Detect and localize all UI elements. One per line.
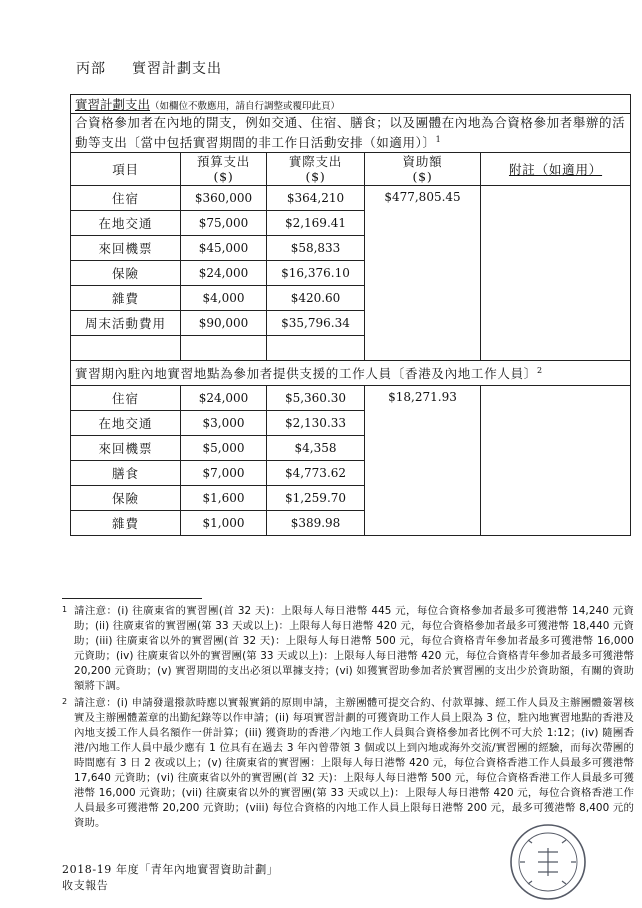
- header-actual: 實際支出 ($): [267, 153, 365, 186]
- item-cell: 保險: [71, 261, 181, 286]
- item-cell: 在地交通: [71, 411, 181, 436]
- table-row: [71, 386, 631, 411]
- item-cell: 保險: [71, 486, 181, 511]
- footer-line-2: 收支報告: [62, 879, 109, 892]
- header-item: 項目: [71, 153, 181, 186]
- document-footer: [62, 862, 278, 894]
- item-cell: 雜費: [71, 286, 181, 311]
- table-title-row: [71, 95, 631, 114]
- section-title: 實習計劃支出: [132, 61, 222, 77]
- actual-cell: $364,210: [267, 186, 365, 211]
- budget-cell: $4,000: [181, 286, 267, 311]
- section2-title-row: [71, 361, 631, 386]
- item-cell: 雜費: [71, 511, 181, 536]
- budget-cell: $360,000: [181, 186, 267, 211]
- section-heading: [76, 58, 222, 78]
- footnote-1: [62, 604, 634, 694]
- item-cell: 來回機票: [71, 436, 181, 461]
- footer-line-1: 2018-19 年度「青年內地實習資助計劃」: [62, 863, 279, 876]
- table-title-note: （如欄位不敷應用，請自行調整或覆印此頁）: [150, 101, 341, 112]
- company-seal-stamp: [508, 822, 588, 902]
- actual-cell: $35,796.34: [267, 311, 365, 336]
- budget-cell: $24,000: [181, 386, 267, 411]
- remark-cell-section2: [481, 386, 631, 536]
- footnote-ref-1: 1: [435, 135, 442, 145]
- header-budget: 預算支出 ($): [181, 153, 267, 186]
- budget-cell: $3,000: [181, 411, 267, 436]
- footnote-mark: 1: [62, 605, 68, 614]
- header-grant: 資助額 ($): [365, 153, 481, 186]
- item-cell: 周末活動費用: [71, 311, 181, 336]
- actual-cell: $16,376.10: [267, 261, 365, 286]
- footnote-2: [62, 696, 634, 831]
- description-text: 合資格參加者在內地的開支，例如交通、住宿、膳食；以及團體在內地為合資格參加者舉辦的活動等支出〔當中包括實習期間的非工作日活動安排（如適用）〕: [75, 115, 626, 151]
- footnote-text: 請注意：(i) 申請發還撥款時應以實報實銷的原則申請，主辦團體可提交合約、付款單據、經工作人員及主辦團體簽署核實及主辦團體蓋章的出勤紀錄等以作申請；(ii) 每項實習計劃的可獲資助工作人員上限為 3 位，駐內地實習地點的香港及內地支援工作人員名額作一併計算；(iii) 獲資助的香港／內地工作人員與合資格參加者比例不可大於 1:12；(iv) 隨團香港/內地工作人員中最少應有 1 位具有在過去 3 年內曾帶領 3 個或以上到內地或海外交流/實習團的經驗，而每次帶團的時間應有 3 日 2 夜或以上；(v) 往廣東省的實習團：上限每人每日港幣 420 元，每位合資格香港工作人員最多可獲港幣 17,640 元資助；(vi) 往廣東省以外的實習團(首 32 天)：上限每人每日港幣 500 元，每位合資格香港工作人員最多可獲港幣 16,000 元資助；(vii) 往廣東省以外的實習團(第 33 天或以上)：上限每人每日港幣 420 元，每位合資格香港工作人員最多可獲港幣 20,200 元資助；(viii) 每位合資格的內地工作人員上限每日港幣 200 元，最多可獲港幣 8,400 元的資助。: [74, 697, 634, 829]
- actual-cell: $2,169.41: [267, 211, 365, 236]
- footnote-text: 請注意：(i) 往廣東省的實習團(首 32 天)：上限每人每日港幣 445 元，每位合資格參加者最多可獲港幣 14,240 元資助；(ii) 往廣東省的實習團(第 33 天或以上)：上限每人每日港幣 420 元，每位合資格參加者最多可獲港幣 18,440 元資助；(iii) 往廣東省以外的實習團(首 32 天)：上限每人每日港幣 500 元，每位合資格青年參加者最多可獲港幣 16,000 元資助；(iv) 往廣東省以外的實習團(第 33 天或以上)：上限每人每日港幣 420 元，每位合資格青年參加者最多可獲港幣 20,200 元資助；(v) 實習期間的支出必須以單據支持；(vi) 如獲實習助參加者於實習團的支出少於資助額，有關的資助額將下調。: [74, 605, 634, 692]
- footnote-ref-2: 2: [537, 365, 543, 375]
- budget-cell: $1,600: [181, 486, 267, 511]
- grant-cell-section1: $477,805.45: [365, 186, 481, 361]
- footnote-mark: 2: [62, 697, 68, 706]
- remark-cell-section1: [481, 186, 631, 361]
- actual-cell: $4,358: [267, 436, 365, 461]
- budget-cell: $5,000: [181, 436, 267, 461]
- budget-cell: $1,000: [181, 511, 267, 536]
- actual-cell: $420.60: [267, 286, 365, 311]
- footnotes: [62, 604, 634, 833]
- footnote-divider: [62, 598, 202, 599]
- actual-cell: $2,130.33: [267, 411, 365, 436]
- item-cell: 來回機票: [71, 236, 181, 261]
- item-cell: 住宿: [71, 186, 181, 211]
- header-remark: 附註（如適用）: [481, 153, 631, 186]
- budget-cell: $24,000: [181, 261, 267, 286]
- section-label: 丙部: [76, 61, 106, 77]
- expense-table: [70, 94, 631, 536]
- budget-cell: $45,000: [181, 236, 267, 261]
- budget-cell: $7,000: [181, 461, 267, 486]
- item-cell: 住宿: [71, 386, 181, 411]
- budget-cell: $75,000: [181, 211, 267, 236]
- budget-cell: $90,000: [181, 311, 267, 336]
- actual-cell: $1,259.70: [267, 486, 365, 511]
- actual-cell: $4,773.62: [267, 461, 365, 486]
- actual-cell: $389.98: [267, 511, 365, 536]
- actual-cell: $58,833: [267, 236, 365, 261]
- item-cell: 膳食: [71, 461, 181, 486]
- header-row: [71, 153, 631, 186]
- table-title: 實習計劃支出: [75, 97, 151, 112]
- actual-cell: $5,360.30: [267, 386, 365, 411]
- description-row: [71, 114, 631, 153]
- section2-title: 實習期內駐內地實習地點為參加者提供支援的工作人員〔香港及內地工作人員〕: [75, 366, 538, 381]
- table-row: [71, 186, 631, 211]
- grant-cell-section2: $18,271.93: [365, 386, 481, 536]
- item-cell: 在地交通: [71, 211, 181, 236]
